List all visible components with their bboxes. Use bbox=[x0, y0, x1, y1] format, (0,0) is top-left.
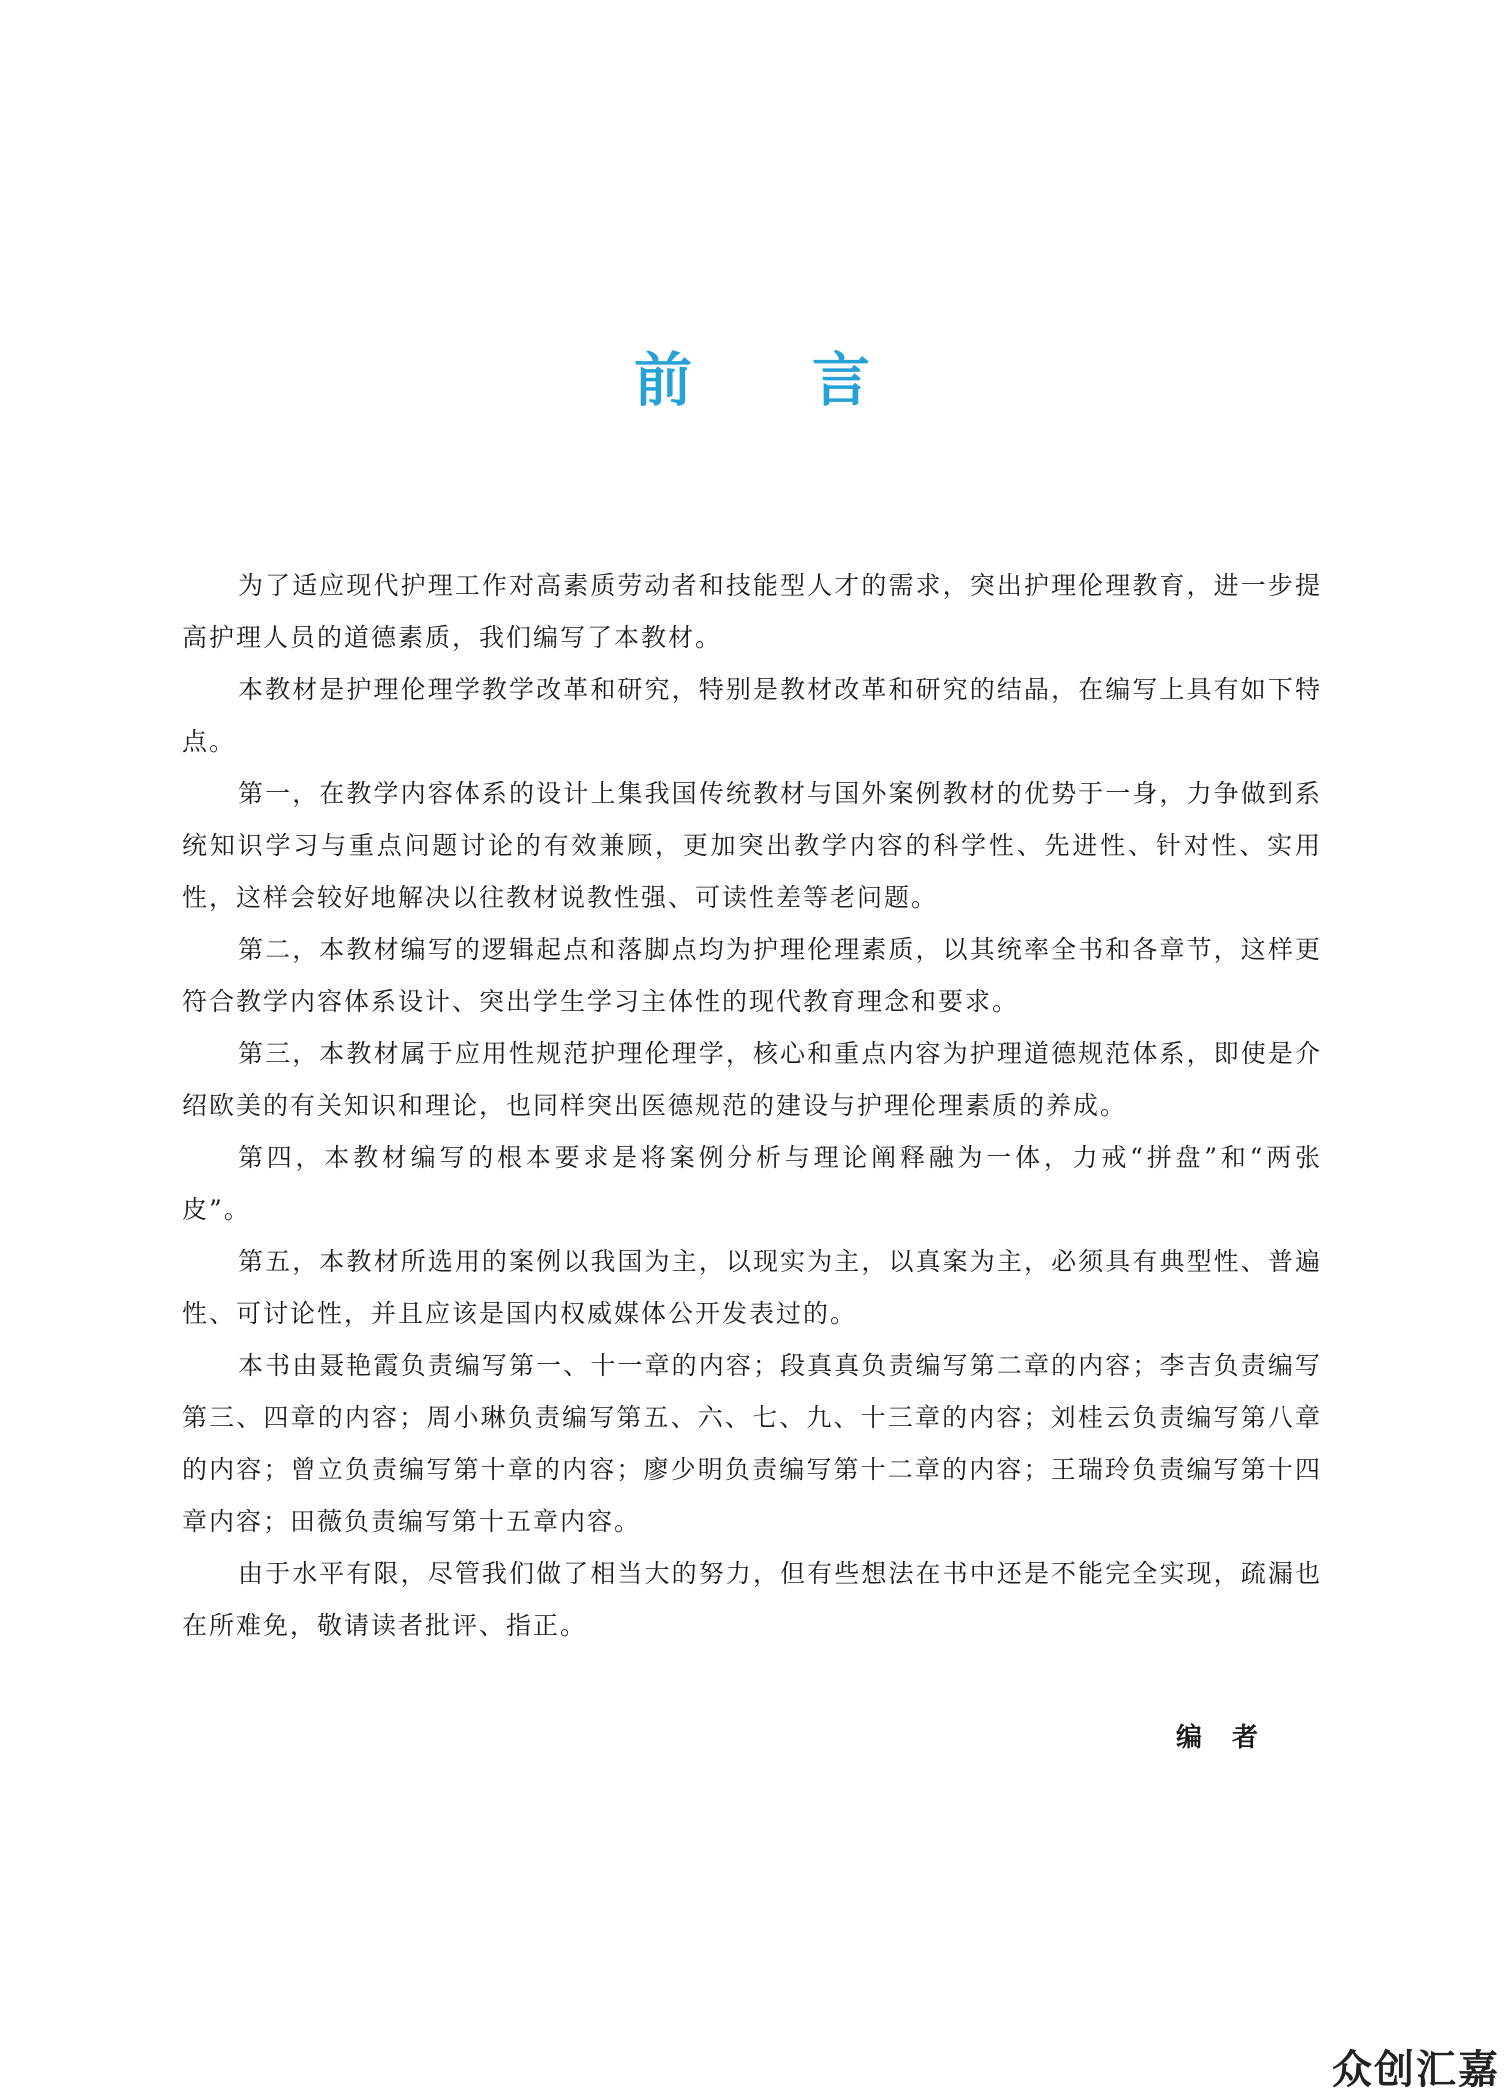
paragraph-8: 本书由聂艳霞负责编写第一、十一章的内容；段真真负责编写第二章的内容；李吉负责编写第三、四章的内容；周小琳负责编写第五、六、七、九、十三章的内容；刘桂云负责编写第八章的内容；曾立负责编写第十章的内容；廖少明负责编写第十二章的内容；王瑞玲负责编写第十四章内容；田薇负责编写第十五章内容。 bbox=[182, 1351, 1322, 1536]
paragraph-6: 第四，本教材编写的根本要求是将案例分析与理论阐释融为一体，力戒“拼盘”和“两张皮”。 bbox=[182, 1143, 1322, 1224]
paragraph-2: 本教材是护理伦理学教学改革和研究，特别是教材改革和研究的结晶，在编写上具有如下特点。 bbox=[182, 675, 1322, 756]
page-title: 前言 bbox=[633, 346, 990, 414]
paragraph-5: 第三，本教材属于应用性规范护理伦理学，核心和重点内容为护理道德规范体系，即使是介绍欧美的有关知识和理论，也同样突出医德规范的建设与护理伦理素质的养成。 bbox=[182, 1039, 1322, 1120]
author-signature: 编者 bbox=[1176, 1723, 1289, 1753]
watermark-logo: 众创汇嘉 bbox=[1332, 2047, 1500, 2093]
paragraph-7: 第五，本教材所选用的案例以我国为主，以现实为主，以真案为主，必须具有典型性、普遍性、可讨论性，并且应该是国内权威媒体公开发表过的。 bbox=[182, 1247, 1322, 1328]
preface-body bbox=[182, 560, 1322, 1652]
paragraph-3: 第一，在教学内容体系的设计上集我国传统教材与国外案例教材的优势于一身，力争做到系统知识学习与重点问题讨论的有效兼顾，更加突出教学内容的科学性、先进性、针对性、实用性，这样会较好地解决以往教材说教性强、可读性差等老问题。 bbox=[182, 779, 1322, 912]
paragraph-9: 由于水平有限，尽管我们做了相当大的努力，但有些想法在书中还是不能完全实现，疏漏也在所难免，敬请读者批评、指正。 bbox=[182, 1559, 1322, 1640]
paragraph-4: 第二，本教材编写的逻辑起点和落脚点均为护理伦理素质，以其统率全书和各章节，这样更符合教学内容体系设计、突出学生学习主体性的现代教育理念和要求。 bbox=[182, 935, 1322, 1016]
paragraph-1: 为了适应现代护理工作对高素质劳动者和技能型人才的需求，突出护理伦理教育，进一步提高护理人员的道德素质，我们编写了本教材。 bbox=[182, 571, 1322, 652]
